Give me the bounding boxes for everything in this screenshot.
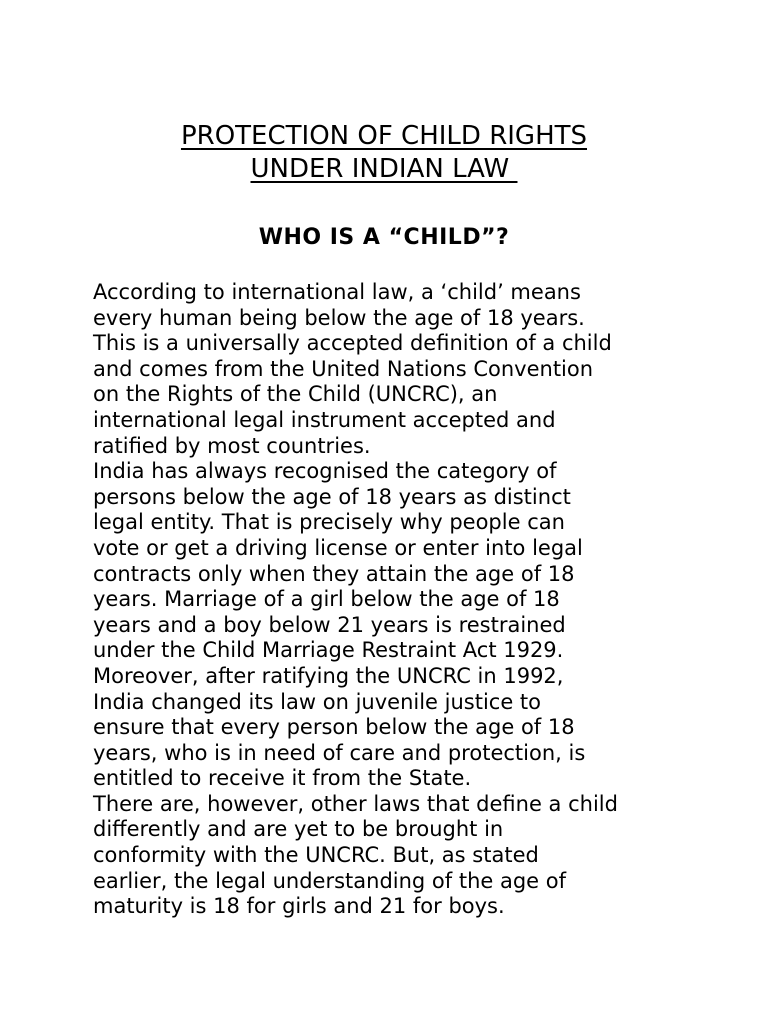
title-line-1-text: PROTECTION OF CHILD RIGHTS <box>180 121 588 151</box>
section-heading: WHO IS A “CHILD”? <box>258 225 510 250</box>
title-line-2-text: UNDER INDIAN LAW <box>250 154 518 184</box>
text-line: There are, however, other laws that define a child <box>93 791 618 816</box>
text-line: years and a boy below 21 years is restrained <box>93 612 566 637</box>
text-line: India has always recognised the category of <box>93 459 557 484</box>
text-line: Moreover, after ratifying the UNCRC in 1992, <box>93 663 564 688</box>
text-line: According to international law, a ‘child’ means <box>93 280 581 304</box>
title-line-2 <box>0 153 768 186</box>
text-line: on the Rights of the Child (UNCRC), an <box>93 382 498 407</box>
title-line-1 <box>0 120 768 153</box>
text-line: ratified by most countries. <box>93 433 371 458</box>
text-line: maturity is 18 for girls and 21 for boys. <box>93 894 505 919</box>
text-line: international legal instrument accepted and <box>93 407 556 432</box>
text-line: differently and are yet to be brought in <box>93 817 504 842</box>
text-line: and comes from the United Nations Convention <box>93 356 594 381</box>
document-title <box>0 120 768 186</box>
text-line: persons below the age of 18 years as distinct <box>93 484 571 509</box>
text-line: This is a universally accepted definition of a child <box>93 331 612 356</box>
text-line: legal entity. That is precisely why people can <box>93 510 565 535</box>
text-line: vote or get a driving license or enter into legal <box>93 535 583 560</box>
text-line: ensure that every person below the age of 18 <box>93 715 575 740</box>
text-line: conformity with the UNCRC. But, as stated <box>93 843 539 868</box>
text-line: years. Marriage of a girl below the age of 18 <box>93 587 560 612</box>
text-line: India changed its law on juvenile justice to <box>93 689 542 714</box>
text-line: years, who is in need of care and protection, is <box>93 740 586 765</box>
text-line: under the Child Marriage Restraint Act 1929. <box>93 638 564 663</box>
text-line: contracts only when they attain the age of 18 <box>93 561 575 586</box>
text-line: earlier, the legal understanding of the age of <box>93 868 567 893</box>
text-line: every human being below the age of 18 years. <box>93 305 585 330</box>
body-text <box>93 280 693 920</box>
text-line: entitled to receive it from the State. <box>93 766 472 791</box>
